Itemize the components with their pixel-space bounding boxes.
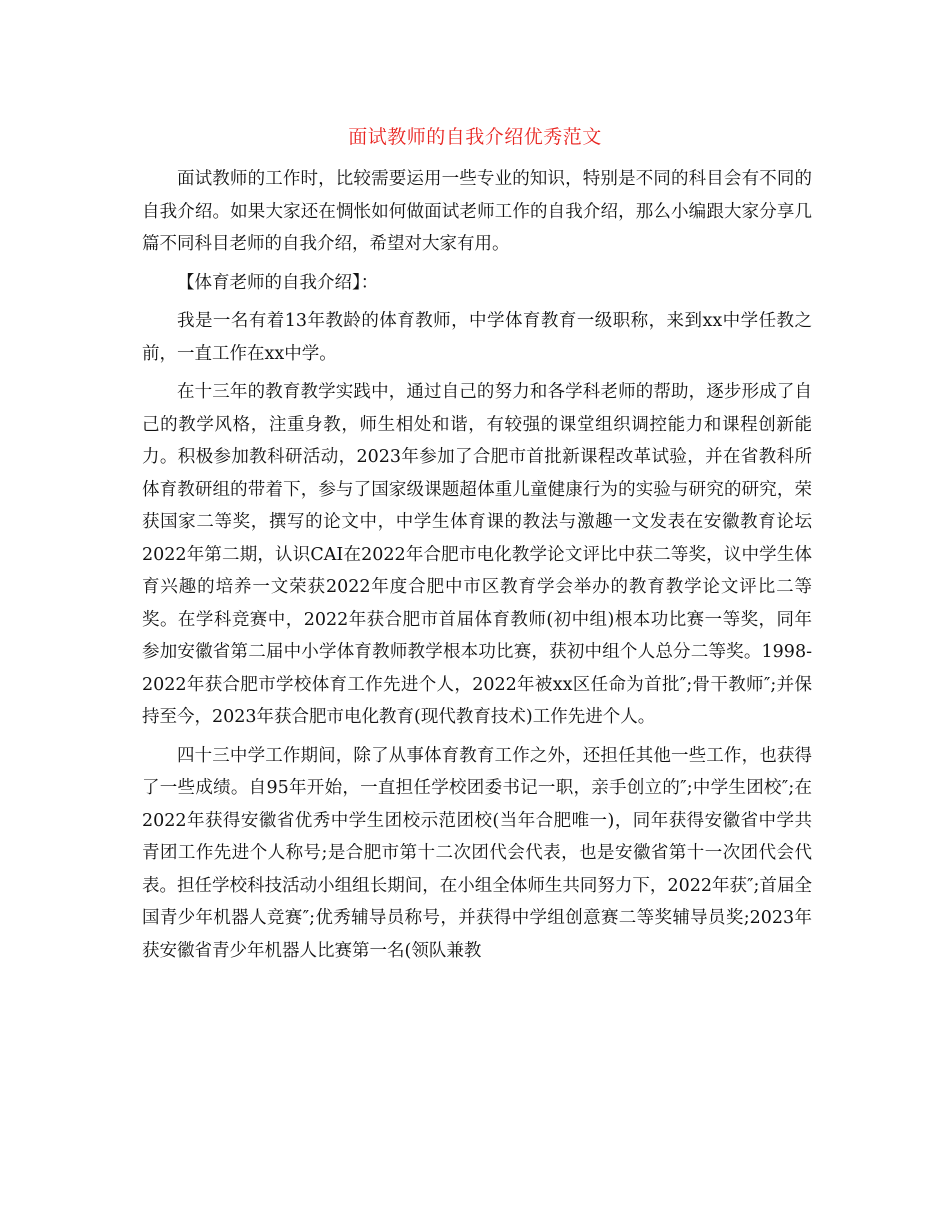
paragraph-other-work: 四十三中学工作期间，除了从事体育教育工作之外，还担任其他一些工作，也获得了一些成绩。自95年开始，一直担任学校团委书记一职，亲手创立的″;中学生团校″;在2022年获得安徽省优秀中学生团校示范团校(当年合肥唯一)，同年获得安徽省中学共青团工作先进个人称号;是合肥市第十二次团代会代表，也是安徽省第十一次团代会代表。担任学校科技活动小组组长期间，在小组全体师生共同努力下，2022年获″;首届全国青少年机器人竞赛″;优秀辅导员称号，并获得中学组创意赛二等奖辅导员奖;2023年获安徽省青少年机器人比赛第一名(领队兼教 xyxy=(142,745,812,961)
paragraph-achievements: 在十三年的教育教学实践中，通过自己的努力和各学科老师的帮助，逐步形成了自己的教学风格，注重身教，师生相处和谐，有较强的课堂组织调控能力和课程创新能力。积极参加教科研活动，2023年参加了合肥市首批新课程改革试验，并在省教科所体育教研组的带着下，参与了国家级课题超体重儿童健康行为的实验与研究的研究，荣获国家二等奖，撰写的论文中，中学生体育课的教法与激趣一文发表在安徽教育论坛2022年第二期，认识CAI在2022年合肥市电化教学论文评比中获二等奖，议中学生体育兴趣的培养一文荣获2022年度合肥中市区教育学会举办的教育教学论文评比二等奖。在学科竞赛中，2022年获合肥市首届体育教师(初中组)根本功比赛一等奖，同年参加安徽省第二届中小学体育教师教学根本功比赛，获初中组个人总分二等奖。1998-2022年获合肥市学校体育工作先进个人，2022年被xx区任命为首批″;骨干教师″;并保持至今，2023年获合肥市电化教育(现代教育技术)工作先进个人。 xyxy=(142,382,812,727)
document-title: 面试教师的自我介绍优秀范文 xyxy=(348,126,602,148)
paragraph-background: 我是一名有着13年教龄的体育教师，中学体育教育一级职称，来到xx中学任教之前，一直工作在xx中学。 xyxy=(142,311,812,364)
document-body xyxy=(142,163,812,973)
section-heading: 【体育老师的自我介绍】： xyxy=(177,272,379,293)
paragraph-intro: 面试教师的工作时，比较需要运用一些专业的知识，特别是不同的科目会有不同的自我介绍。如果大家还在惆怅如何做面试老师工作的自我介绍，那么小编跟大家分享几篇不同科目老师的自我介绍，希望对大家有用。 xyxy=(142,169,812,254)
